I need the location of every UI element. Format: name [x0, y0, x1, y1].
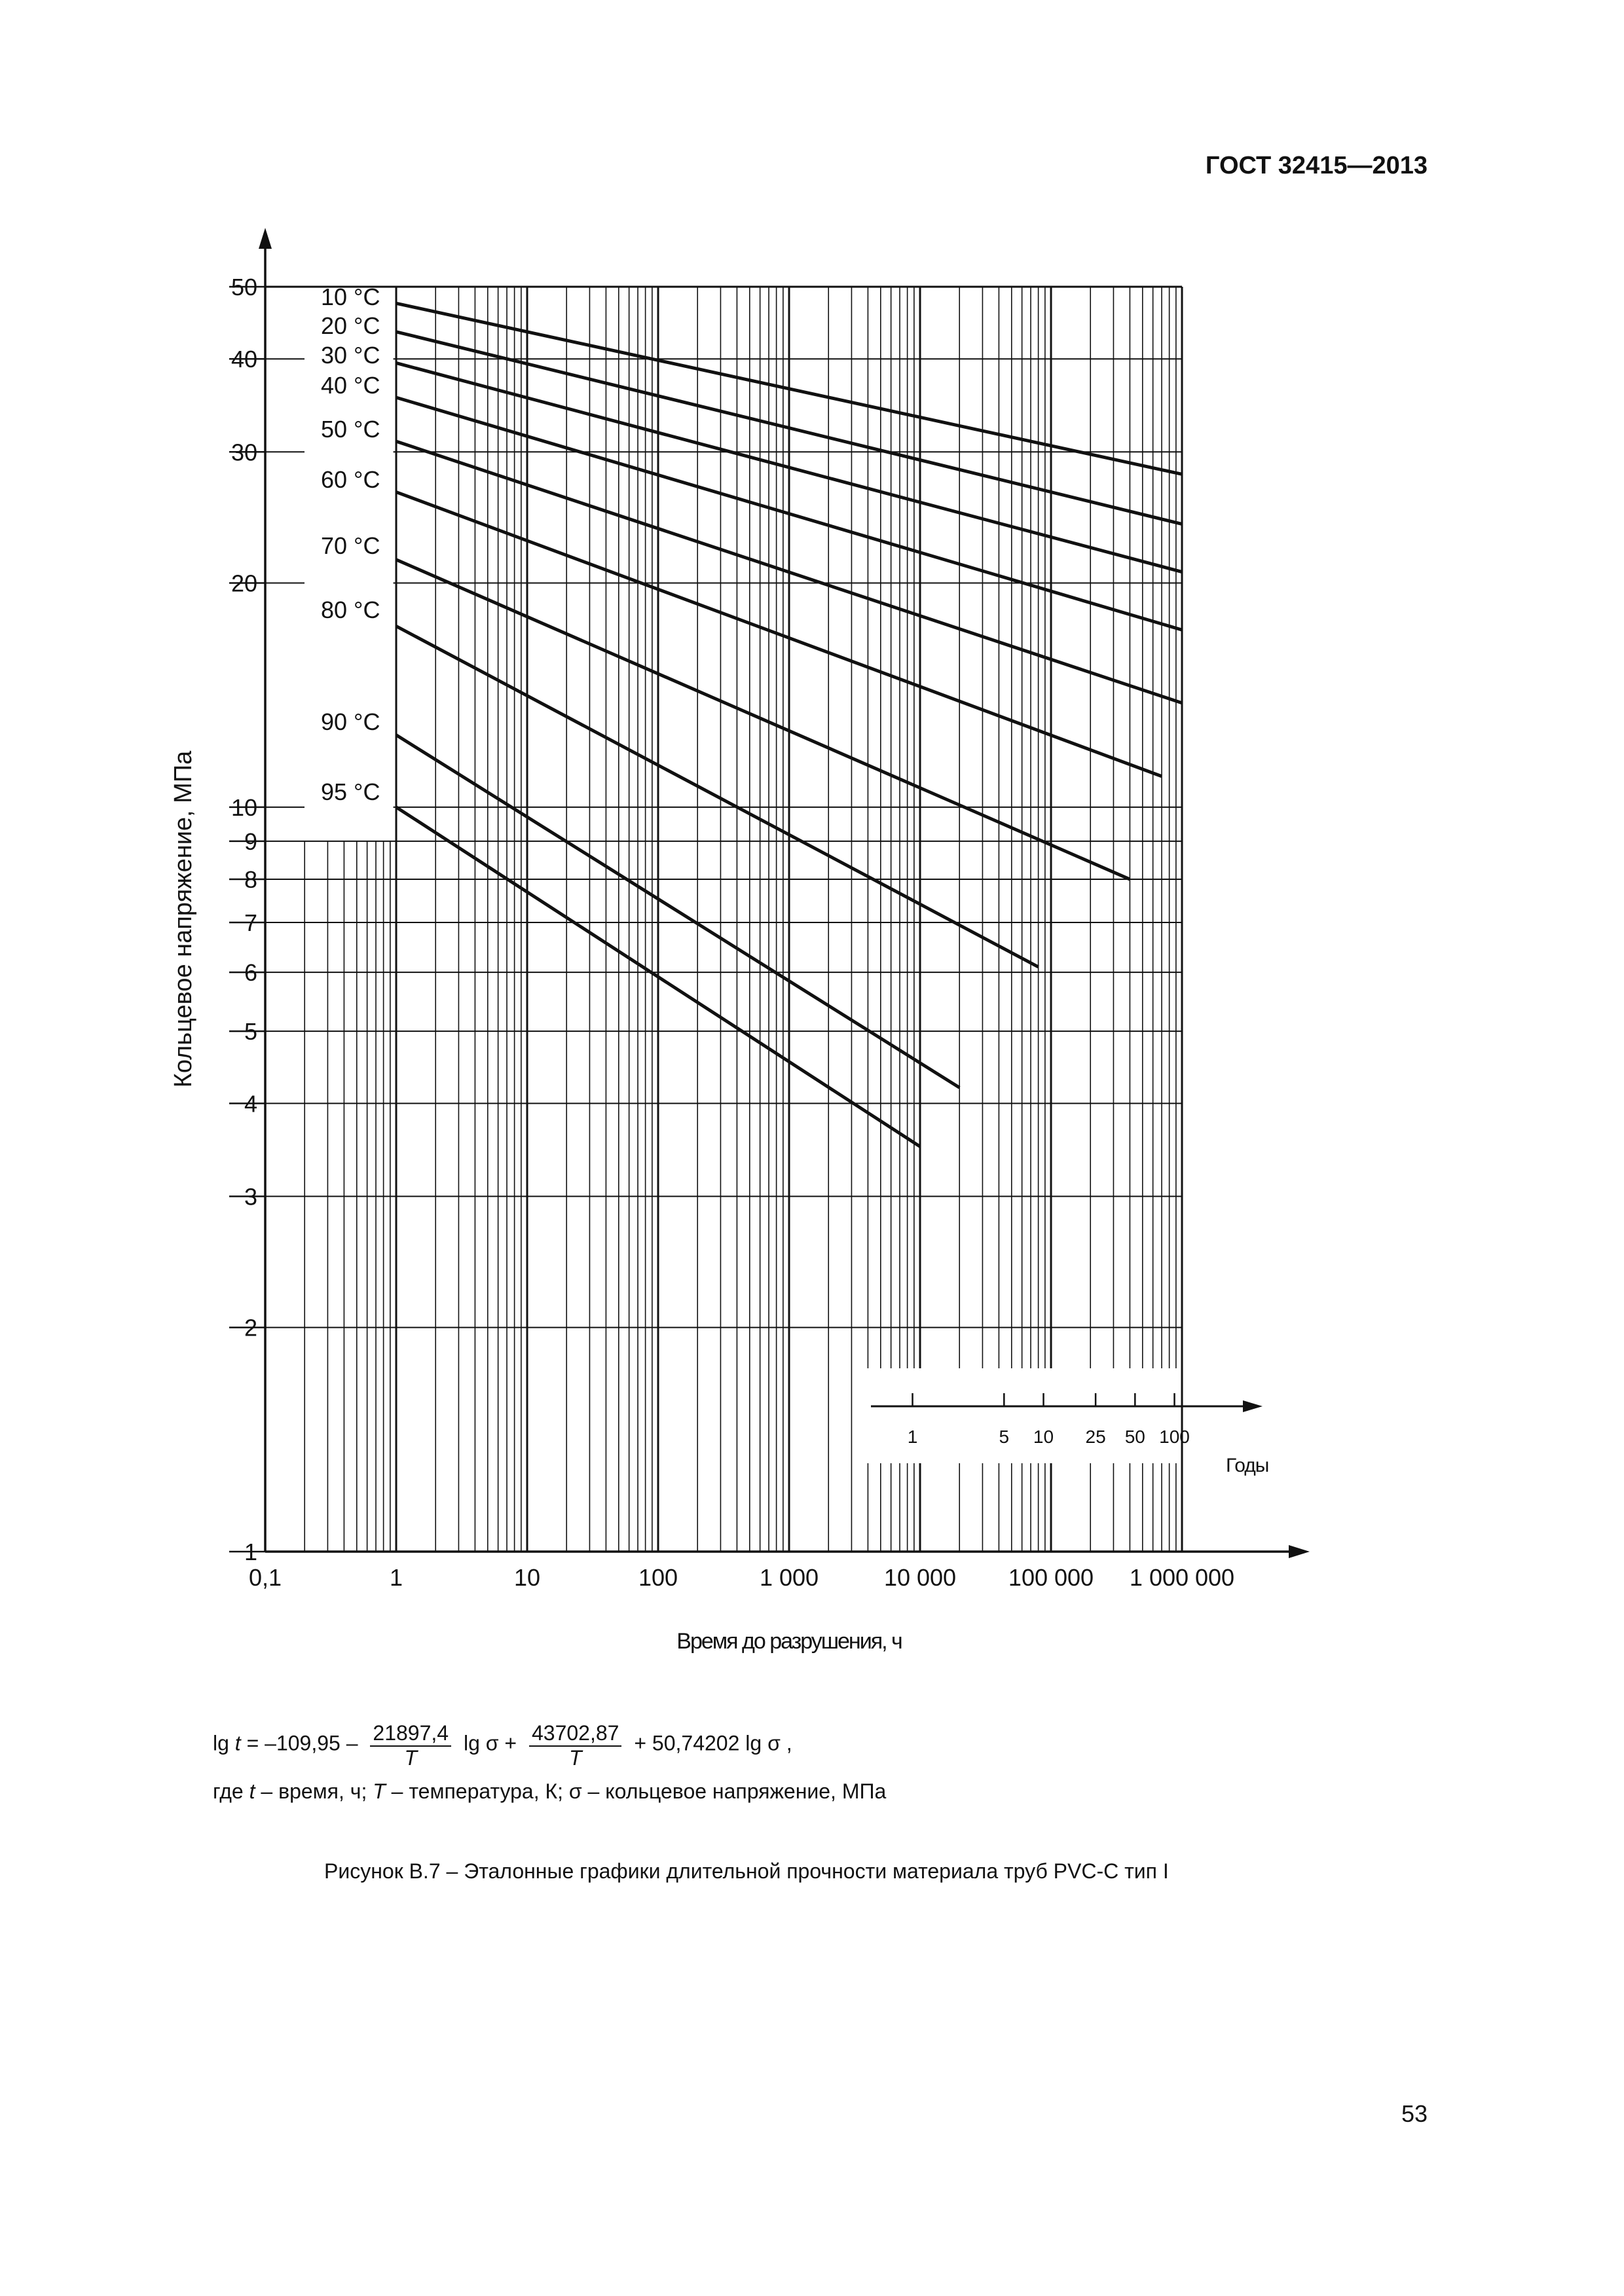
formula-fraction-2	[529, 1721, 621, 1769]
formula-fraction-1	[370, 1721, 451, 1769]
series-label: 60 °C	[321, 466, 380, 493]
y-tick-label: 8	[244, 866, 257, 894]
formula-middle: lg σ +	[463, 1731, 517, 1755]
formula-lhs-prefix: lg	[213, 1731, 235, 1755]
series-label: 10 °C	[321, 283, 380, 310]
y-tick-label: 2	[244, 1314, 257, 1341]
x-tick-label: 1 000 000	[1129, 1564, 1235, 1591]
x-axis-title: Время до разрушения, ч	[676, 1629, 902, 1654]
y-tick-label: 20	[231, 570, 257, 597]
years-tick-label: 25	[1085, 1427, 1106, 1447]
legend-part-2: – время, ч;	[255, 1779, 373, 1803]
legend-var-t: t	[249, 1779, 255, 1803]
y-tick-label: 50	[231, 274, 257, 301]
formula-tail: + 50,74202 lg σ ,	[634, 1731, 792, 1755]
fraction-1-numerator: 21897,4	[370, 1721, 451, 1747]
years-axis-title: Годы	[1226, 1455, 1269, 1476]
document-standard-number: ГОСТ 32415—2013	[1205, 152, 1428, 179]
x-tick-label: 10 000	[883, 1564, 957, 1591]
figure-caption: Рисунок В.7 – Эталонные графики длительной прочности материала труб PVC-C тип I	[324, 1859, 1169, 1883]
y-tick-label: 10	[231, 793, 257, 821]
x-tick-label: 1	[389, 1564, 403, 1591]
page-number: 53	[1401, 2100, 1428, 2127]
x-tick-label: 100	[638, 1564, 678, 1591]
x-tick-label: 10	[513, 1564, 541, 1591]
legend-var-T: T	[373, 1779, 386, 1803]
x-tick-label: 100 000	[1008, 1564, 1094, 1591]
x-axis-arrow-icon	[1289, 1545, 1310, 1558]
time-formula	[213, 1721, 792, 1769]
series-label: 40 °C	[321, 372, 380, 399]
y-axis-arrow-icon	[259, 228, 272, 249]
y-tick-label: 5	[244, 1018, 257, 1046]
x-tick-label: 0,1	[248, 1564, 282, 1591]
labels	[170, 274, 1268, 1654]
series-label: 30 °C	[321, 342, 380, 369]
fraction-2-denominator: T	[568, 1746, 582, 1770]
y-tick-label: 1	[244, 1539, 257, 1565]
y-tick-label: 30	[231, 439, 257, 466]
y-tick-label: 6	[244, 959, 257, 987]
years-tick-label: 10	[1033, 1427, 1054, 1447]
y-axis-title: Кольцевое напряжение, МПа	[170, 750, 197, 1088]
legend-part-1: где	[213, 1779, 249, 1803]
series-label: 95 °C	[321, 778, 380, 805]
years-tick-label: 100	[1159, 1427, 1190, 1447]
y-tick-label: 3	[244, 1183, 257, 1211]
y-tick-label: 40	[231, 346, 257, 373]
y-tick-label: 4	[244, 1090, 257, 1118]
years-tick-label: 50	[1124, 1427, 1145, 1447]
formula-variables-legend	[213, 1779, 886, 1804]
y-tick-label: 7	[244, 909, 257, 936]
series-line	[396, 735, 959, 1088]
years-tick-label: 5	[999, 1427, 1010, 1447]
series-label: 90 °C	[321, 708, 380, 735]
series-label: 20 °C	[321, 312, 380, 339]
series-label: 80 °C	[321, 596, 380, 623]
years-axis-background	[858, 1368, 1264, 1463]
formula-lhs-var: t	[234, 1731, 241, 1755]
fraction-1-denominator: T	[404, 1746, 418, 1770]
x-tick-label: 1 000	[759, 1564, 819, 1591]
series-label: 70 °C	[321, 532, 380, 559]
formula-lhs-suffix: = –109,95 –	[240, 1731, 358, 1755]
series-line	[396, 560, 1130, 879]
fraction-2-numerator: 43702,87	[529, 1721, 621, 1747]
legend-part-3: – температура, К; σ – кольцевое напряжение, МПа	[385, 1779, 887, 1803]
legend-column-background	[304, 288, 394, 840]
years-tick-label: 1	[907, 1427, 918, 1447]
series-label: 50 °C	[321, 416, 380, 443]
grid	[265, 287, 1264, 1552]
y-tick-label: 9	[244, 828, 257, 855]
